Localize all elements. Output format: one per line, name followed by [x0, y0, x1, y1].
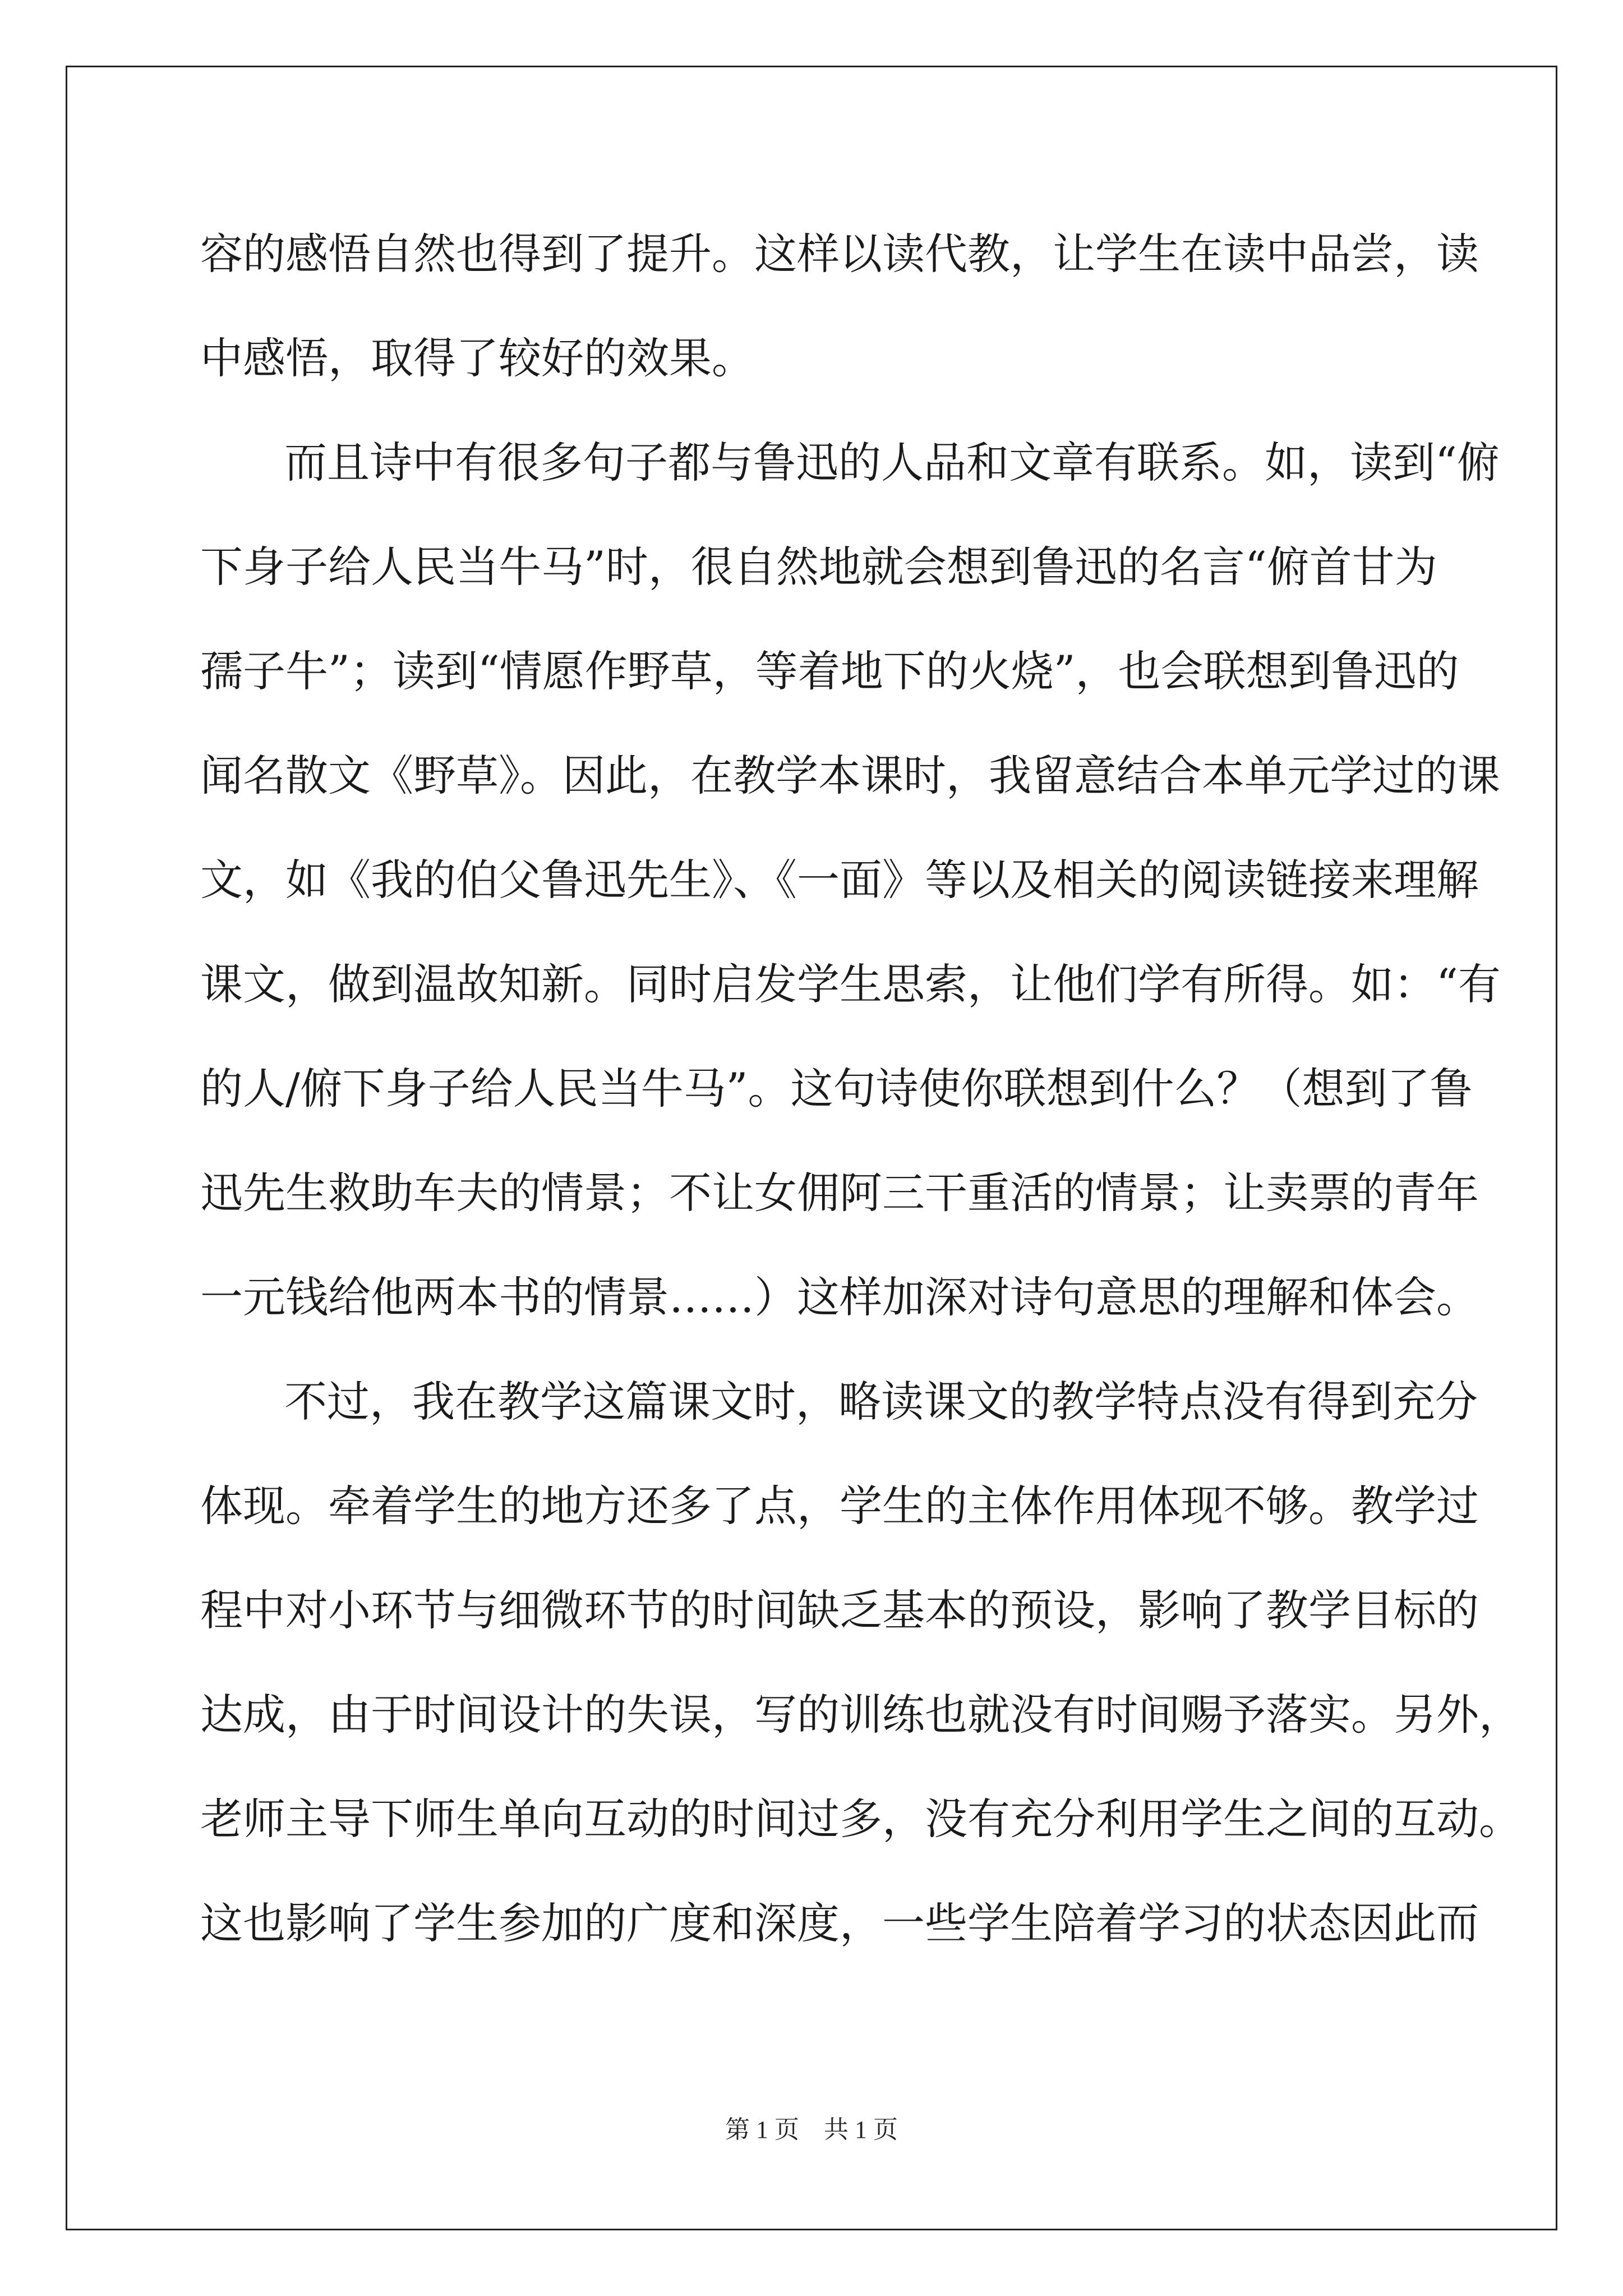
text-line: 的人/俯下身子给人民当牛马”。这句诗使你联想到什么？（想到了鲁	[200, 1064, 1473, 1114]
text-line: 程中对小环节与细微环节的时间缺乏基本的预设，影响了教学目标的	[200, 1585, 1479, 1635]
text-line: 文，如《我的伯父鲁迅先生》、《一面》等以及相关的阅读链接来理解	[200, 855, 1479, 905]
page-number-footer: 第 1 页 共 1 页	[725, 2116, 898, 2143]
text-line: 老师主导下师生单向互动的时间过多，没有充分利用学生之间的互动。	[200, 1794, 1521, 1844]
text-line: 一元钱给他两本书的情景……）这样加深对诗句意思的理解和体会。	[200, 1272, 1479, 1322]
paragraph-3	[200, 1350, 1521, 1976]
paragraph-1	[200, 202, 1479, 411]
document-body	[200, 202, 1521, 1976]
text-line: 闻名散文《野草》。因此，在教学本课时，我留意结合本单元学过的课	[200, 751, 1500, 800]
text-line: 迅先生救助车夫的情景；不让女佣阿三干重活的情景；让卖票的青年	[200, 1168, 1479, 1218]
text-line: 这也影响了学生参加的广度和深度，一些学生陪着学习的状态因此而	[200, 1898, 1479, 1948]
text-line: 不过，我在教学这篇课文时，略读课文的教学特点没有得到充分	[284, 1377, 1478, 1427]
text-line: 而且诗中有很多句子都与鲁迅的人品和文章有联系。如，读到“俯	[284, 438, 1500, 487]
text-line: 达成，由于时间设计的失误，写的训练也就没有时间赐予落实。另外，	[200, 1690, 1521, 1740]
text-line: 中感悟，取得了较好的效果。	[200, 333, 754, 383]
text-line: 课文，做到温故知新。同时启发学生思索，让他们学有所得。如：“有	[200, 959, 1501, 1009]
text-line: 下身子给人民当牛马”时，很自然地就会想到鲁迅的名言“俯首甘为	[200, 542, 1437, 592]
text-line: 孺子牛”；读到“情愿作野草，等着地下的火烧”，也会联想到鲁迅的	[200, 646, 1459, 696]
text-line: 容的感悟自然也得到了提升。这样以读代教，让学生在读中品尝，读	[200, 229, 1479, 279]
text-line: 体现。牵着学生的地方还多了点，学生的主体作用体现不够。教学过	[200, 1481, 1479, 1531]
paragraph-2	[200, 411, 1501, 1350]
